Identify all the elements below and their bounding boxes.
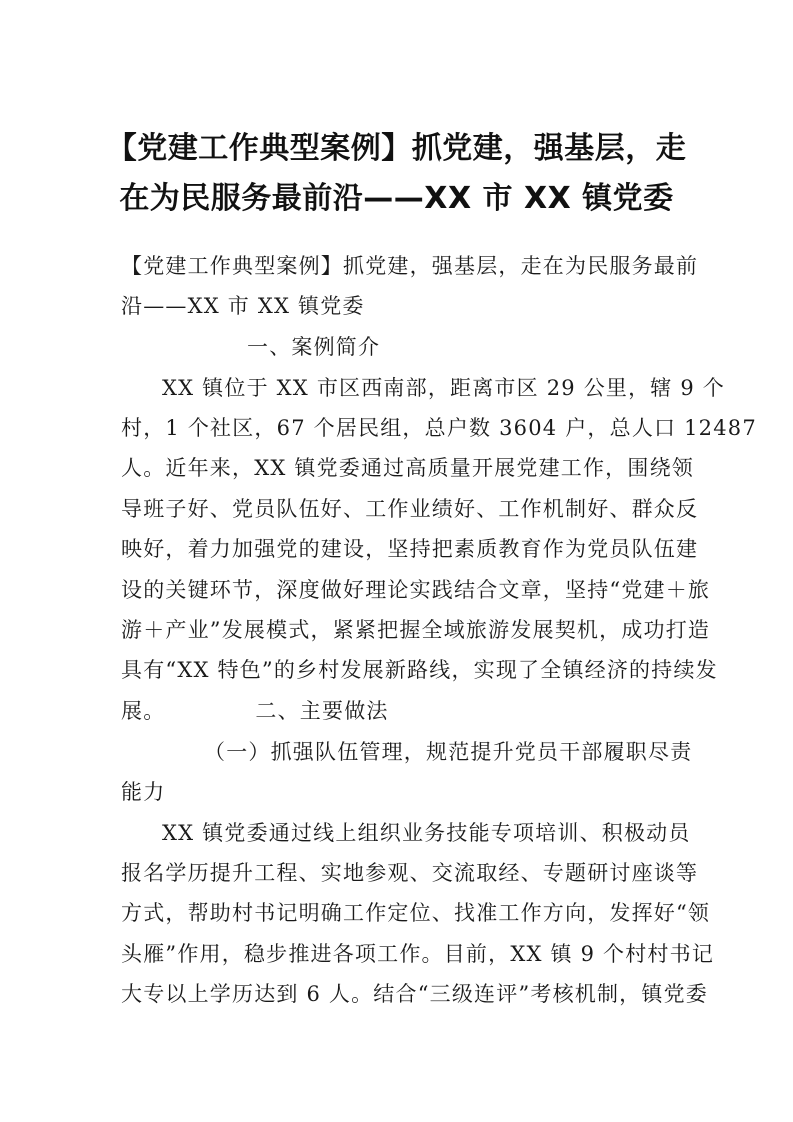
paragraph-line: 导班子好、党员队伍好、工作业绩好、工作机制好、群众反 [121, 497, 699, 521]
paragraph-line: 映好，着力加强党的建设，坚持把素质教育作为党员队伍建 [121, 537, 699, 561]
paragraph-line: XX 镇位于 XX 市区西南部，距离市区 29 公里，辖 9 个 [162, 376, 726, 400]
paragraph-line: 方式，帮助村书记明确工作定位、找准工作方向，发挥好“领 [121, 901, 711, 925]
title-line-1: 【党建工作典型案例】抓党建，强基层，走 [106, 131, 687, 166]
paragraph-line [121, 696, 681, 726]
intro-line: 沿——XX 市 XX 镇党委 [121, 294, 365, 318]
paragraph-line: XX 镇党委通过线上组织业务技能专项培训、积极动员 [162, 821, 691, 845]
paragraph-line: 村，1 个社区，67 个居民组，总户数 3604 户，总人口 12487 [121, 416, 757, 440]
paragraph-line: 头雁”作用，稳步推进各项工作。目前，XX 镇 9 个村村书记 [121, 942, 715, 966]
document-title [100, 124, 693, 224]
subsection-heading: （一）抓强队伍管理，规范提升党员干部履职尽责 [204, 740, 693, 764]
section-heading-main-practices: 二、主要做法 [255, 699, 389, 723]
section-heading-case-intro: 一、案例简介 [247, 335, 381, 359]
paragraph-last-fragment: 展。 [121, 699, 166, 723]
paragraph-line: 设的关键环节，深度做好理论实践结合文章，坚持“党建＋旅 [121, 578, 711, 602]
paragraph-line: 具有“XX 特色”的乡村发展新路线，实现了全镇经济的持续发 [121, 658, 718, 682]
paragraph-line: 人。近年来，XX 镇党委通过高质量开展党建工作，围绕领 [121, 456, 694, 480]
paragraph-line: 报名学历提升工程、实地参观、交流取经、专题研讨座谈等 [121, 861, 699, 885]
title-line-2: 在为民服务最前沿——XX 市 XX 镇党委 [119, 181, 674, 216]
intro-line: 【党建工作典型案例】抓党建，强基层，走在为民服务最前 [121, 254, 699, 278]
paragraph-line: 游＋产业”发展模式，紧紧把握全域旅游发展契机，成功打造 [121, 618, 711, 642]
paragraph-line: 大专以上学历达到 6 人。结合“三级连评”考核机制，镇党委 [121, 982, 708, 1006]
subsection-heading: 能力 [121, 780, 166, 804]
